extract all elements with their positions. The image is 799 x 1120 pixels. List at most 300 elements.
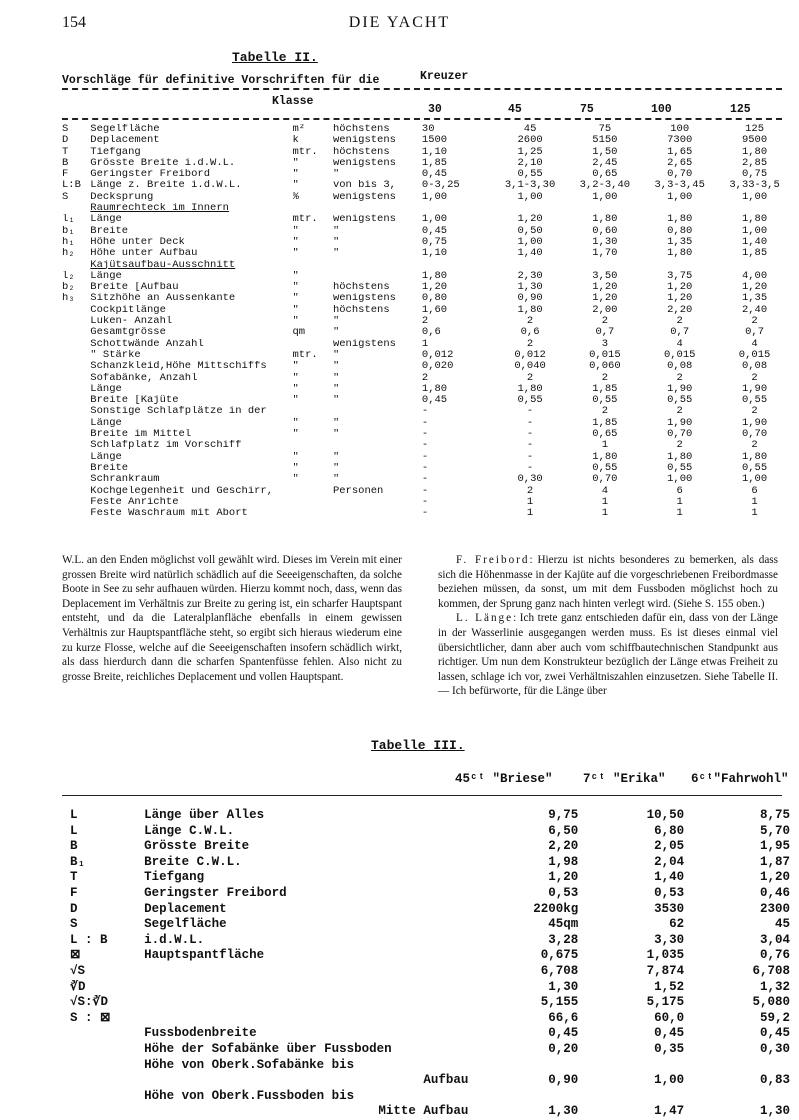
table3	[70, 808, 790, 1120]
row-symbol	[70, 1058, 144, 1074]
table-cell: 2	[676, 372, 683, 384]
table-cell: 0,6	[421, 327, 441, 339]
table-cell: 0,55	[592, 395, 618, 407]
row-label: Grösste Breite i.d.W.L.	[90, 157, 236, 169]
table-row	[70, 917, 790, 933]
table-cell: 6,708	[540, 963, 579, 978]
table2-class-header: 30	[428, 103, 442, 116]
row-condition: "	[332, 236, 340, 248]
table-cell: 1,20	[592, 282, 618, 294]
table-cell: 2	[421, 316, 429, 328]
row-condition: wenigstens	[332, 157, 396, 169]
row-symbol: ∛D	[70, 979, 86, 994]
table-cell: 2,05	[654, 839, 685, 854]
table-cell: 3,33-3,5	[729, 180, 780, 192]
row-condition: "	[332, 349, 340, 361]
table-cell: 0,30	[759, 1041, 790, 1056]
table-cell: 1	[601, 496, 609, 508]
row-unit: "	[292, 248, 299, 260]
table-cell: -	[526, 462, 534, 474]
table-cell: 1,40	[654, 870, 685, 885]
table-cell: 0,675	[540, 948, 579, 963]
row-label: Sonstige Schlafplätze in der	[90, 406, 267, 418]
table-row	[70, 1058, 790, 1074]
row-label: Länge über Alles	[144, 808, 265, 822]
row-unit: "	[292, 293, 299, 305]
table-cell: 3,1-3,30	[504, 180, 556, 192]
table-cell: 2	[601, 316, 609, 328]
row-symbol	[62, 203, 90, 214]
table-cell: 2,40	[741, 304, 768, 316]
row-symbol	[62, 474, 90, 485]
table-cell: 0,70	[592, 474, 618, 486]
row-symbol	[62, 395, 90, 406]
table-cell: 2,04	[654, 854, 685, 869]
row-unit: "	[292, 474, 299, 486]
row-unit: "	[292, 429, 299, 441]
row-label: Schlafplatz im Vorschiff	[90, 440, 242, 452]
table-cell: 2,30	[517, 270, 543, 282]
table-cell: -	[421, 406, 429, 418]
prose-right-column	[438, 553, 778, 699]
table2-class-header: 45	[508, 103, 522, 116]
table-row	[62, 327, 792, 338]
row-symbol: L : B	[70, 932, 108, 947]
table-cell: 1,00	[421, 191, 448, 203]
row-symbol: L:B	[62, 180, 81, 192]
row-symbol	[70, 1026, 144, 1042]
table-cell: -	[421, 440, 429, 452]
table-cell: 2,45	[592, 157, 618, 169]
table3-column-header: 6ᶜᵗ"Fahrwohl"	[691, 772, 789, 786]
row-condition	[333, 497, 422, 508]
table-cell: 30	[421, 124, 435, 135]
table-cell: 0,015	[738, 349, 771, 361]
table-cell: 1,10	[421, 248, 448, 260]
row-symbol	[62, 508, 90, 519]
table-cell: 5,155	[540, 995, 579, 1010]
table-cell: 1	[751, 496, 758, 508]
table-cell	[493, 260, 568, 271]
row-label: Mitte Aufbau	[378, 1104, 469, 1119]
row-unit	[293, 486, 333, 497]
table-cell: 6,80	[654, 823, 685, 838]
row-unit: qm	[292, 327, 306, 339]
row-label: Aufbau	[423, 1073, 469, 1088]
table-cell: 0,75	[741, 169, 768, 181]
row-condition: "	[332, 474, 340, 486]
table-row	[70, 870, 790, 886]
table-cell: 1,20	[421, 282, 448, 294]
row-label: Grösste Breite	[144, 839, 250, 854]
table-cell: 0,45	[421, 169, 448, 181]
row-symbol: √S:∛D	[70, 995, 108, 1010]
page-number: 154	[62, 14, 86, 31]
row-label: Segelfläche	[90, 124, 160, 135]
row-unit	[293, 440, 333, 451]
table-cell: 5,175	[646, 995, 685, 1010]
table-cell: 0,70	[667, 429, 693, 441]
row-label: Tiefgang	[90, 146, 141, 158]
table-cell: 1,30	[548, 1104, 579, 1119]
table-row	[62, 271, 792, 282]
table-cell: -	[526, 440, 534, 452]
table-cell: 1,90	[741, 417, 768, 429]
table-row	[62, 260, 792, 271]
row-unit: "	[292, 395, 299, 407]
table-cell: 1,20	[592, 293, 618, 305]
table-cell: 1,47	[654, 1104, 685, 1119]
table-row	[62, 180, 792, 191]
row-unit: "	[292, 282, 299, 294]
table-cell: 5150	[592, 135, 618, 147]
table-cell: 0,015	[663, 349, 696, 361]
row-symbol	[62, 327, 90, 338]
row-condition: "	[332, 327, 340, 339]
row-label: Höhe von Oberk.Sofabänke bis	[144, 1057, 355, 1072]
row-label: " Stärke	[90, 349, 141, 361]
table-cell: 2,00	[592, 304, 618, 316]
table-cell: 9,75	[548, 808, 579, 822]
row-unit: mtr.	[292, 146, 318, 158]
table-cell: 0,7	[745, 327, 764, 339]
table-cell: 0,55	[741, 462, 768, 474]
row-label: Schottwände Anzahl	[90, 338, 204, 350]
row-label: Länge	[90, 214, 122, 226]
table-cell: 0,45	[421, 225, 448, 237]
table-cell: 0,75	[421, 236, 448, 248]
row-label: Länge	[90, 270, 122, 282]
table-cell: 75	[598, 124, 612, 135]
row-condition: "	[332, 169, 340, 181]
table-row	[62, 124, 792, 135]
row-label: i.d.W.L.	[144, 932, 205, 947]
row-symbol: B₁	[70, 854, 86, 869]
table-cell: 45	[523, 124, 537, 135]
table-cell: 2	[751, 316, 758, 328]
table-cell: 66,6	[548, 1010, 579, 1025]
table-cell: 1	[526, 508, 534, 520]
row-condition: "	[332, 429, 340, 441]
row-symbol	[70, 1042, 144, 1058]
table-cell: 1,32	[759, 979, 790, 994]
table-cell: 0,6	[520, 327, 540, 339]
table-cell: 3	[601, 338, 609, 350]
table-cell: 1,35	[741, 293, 768, 305]
table-cell: 1,00	[667, 191, 693, 203]
table-cell	[642, 203, 717, 214]
table-row	[70, 1042, 790, 1058]
row-condition: "	[332, 395, 340, 407]
row-unit	[293, 260, 333, 271]
row-symbol: l₂	[62, 270, 75, 282]
row-symbol: D	[62, 135, 69, 147]
table-cell: 0,70	[667, 169, 693, 181]
row-unit	[293, 497, 333, 508]
paragraph-term: L. Länge	[456, 612, 514, 625]
table-cell: 3,50	[592, 270, 618, 282]
table-cell: 1,30	[517, 282, 543, 294]
table-cell: 0,55	[517, 169, 543, 181]
table-row	[70, 855, 790, 871]
row-condition: "	[332, 462, 340, 474]
table-row	[62, 452, 792, 463]
table-cell: 0,45	[548, 1026, 579, 1041]
table-cell: 0,55	[517, 395, 543, 407]
running-title: DIE YACHT	[348, 14, 451, 31]
table-cell: -	[526, 406, 534, 418]
row-condition: "	[332, 372, 340, 384]
table-cell: 2600	[517, 135, 543, 147]
row-unit: k	[292, 135, 299, 147]
table-cell: 1,80	[517, 383, 543, 395]
table-cell: 0,80	[667, 225, 693, 237]
row-condition: von bis 3,	[332, 180, 396, 192]
table-row	[62, 226, 792, 237]
table-cell: 6	[676, 485, 683, 497]
table-row	[62, 192, 792, 203]
row-label: Schrankraum	[90, 474, 160, 486]
table-cell: 1,35	[667, 236, 693, 248]
row-condition: "	[332, 316, 340, 328]
row-unit	[293, 339, 333, 350]
row-symbol	[62, 418, 90, 429]
row-condition	[333, 203, 422, 214]
row-symbol	[62, 497, 90, 508]
table-cell: 1,80	[741, 146, 768, 158]
table-cell: 0,20	[548, 1041, 579, 1056]
table-cell: 60,0	[654, 1010, 685, 1025]
table-cell: 0,45	[759, 1026, 790, 1041]
row-condition	[333, 508, 422, 519]
row-unit: "	[292, 462, 299, 474]
row-condition: wenigstens	[332, 135, 396, 147]
table-cell: 3,75	[667, 270, 693, 282]
table-cell: 1,90	[741, 383, 768, 395]
table-cell: 100	[670, 124, 690, 135]
row-condition: "	[332, 417, 340, 429]
table-row	[62, 135, 792, 146]
row-condition: wenigstens	[332, 214, 396, 226]
table-cell: 0,55	[592, 462, 618, 474]
table-cell: 6,708	[752, 963, 790, 978]
table-row	[70, 1011, 790, 1027]
row-label: Höhe von Oberk.Fussboden bis	[144, 1088, 355, 1103]
table-row	[62, 418, 792, 429]
table-row	[70, 839, 790, 855]
row-unit: "	[292, 372, 299, 384]
row-label: Geringster Freibord	[90, 169, 211, 181]
table-cell	[578, 1089, 684, 1105]
table-cell	[422, 260, 493, 271]
row-label: Decksprung	[90, 191, 154, 203]
row-symbol: h₂	[62, 248, 75, 260]
row-condition: "	[332, 451, 340, 463]
table-cell: 1,035	[646, 948, 685, 963]
row-label: Schanzkleid,Höhe Mittschiffs	[90, 361, 267, 373]
row-label	[144, 964, 472, 980]
table-cell: 9500	[741, 135, 768, 147]
row-label: Höhe der Sofabänke über Fussboden	[144, 1041, 392, 1056]
table-cell: 1	[676, 508, 683, 520]
table-cell: 1,70	[592, 248, 618, 260]
table-cell	[578, 1058, 684, 1074]
row-symbol	[70, 1089, 144, 1105]
table-cell: 1,00	[421, 214, 448, 226]
table-cell: -	[526, 429, 534, 441]
table-cell: 1,30	[592, 236, 618, 248]
table-cell: 3,2-3,40	[579, 180, 631, 192]
table-cell: 1,30	[759, 1104, 790, 1119]
row-label: Gesamtgrösse	[90, 327, 166, 339]
table-cell: 1,20	[667, 293, 693, 305]
table-row	[62, 203, 792, 214]
table-cell: 3,3-3,45	[654, 180, 705, 192]
table-row	[62, 316, 792, 327]
prose-paragraph	[438, 611, 778, 699]
row-symbol: L	[70, 808, 78, 822]
table-cell: 2	[676, 316, 683, 328]
row-unit: "	[292, 180, 299, 192]
row-symbol	[62, 316, 90, 327]
row-symbol: h₁	[62, 236, 75, 248]
table-cell: 1,80	[667, 451, 693, 463]
table-cell: 2	[526, 485, 534, 497]
table-cell: 1,20	[741, 282, 768, 294]
table-cell: 2	[751, 372, 758, 384]
row-symbol: F	[70, 885, 78, 900]
table-row	[62, 169, 792, 180]
table-row	[70, 933, 790, 949]
table-row	[62, 373, 792, 384]
table-cell: 1,80	[421, 383, 448, 395]
table-cell: 2	[601, 406, 609, 418]
table-row	[70, 964, 790, 980]
row-label: Feste Waschraum mit Abort	[90, 508, 248, 520]
table2-class-header: 75	[580, 103, 594, 116]
row-label: Deplacement	[144, 901, 227, 916]
row-unit: "	[292, 236, 299, 248]
row-unit: mtr.	[292, 349, 318, 361]
table-cell: -	[526, 451, 534, 463]
table-cell: 1,85	[741, 248, 768, 260]
table-cell: 1,20	[759, 870, 790, 885]
table-cell: 0,7	[595, 327, 615, 339]
table-cell: 1	[526, 496, 534, 508]
table-cell: 1,80	[667, 214, 693, 226]
table-cell	[567, 260, 642, 271]
table-cell: 4,00	[741, 270, 768, 282]
table-cell: 2	[421, 372, 429, 384]
table-cell: 2	[676, 440, 683, 452]
table-cell: 1,80	[592, 451, 618, 463]
table-cell: 2	[526, 372, 534, 384]
table-cell: 1,65	[667, 146, 693, 158]
table-row	[62, 486, 792, 497]
table-row	[62, 384, 792, 395]
row-unit	[293, 508, 333, 519]
table-cell: 0,55	[667, 395, 693, 407]
table-cell: 2200kg	[533, 901, 579, 916]
table-row	[62, 350, 792, 361]
table-row	[70, 902, 790, 918]
row-label: Breite C.W.L.	[144, 854, 242, 869]
table-cell: -	[421, 474, 429, 486]
table-cell	[684, 1089, 790, 1105]
paragraph-term: F. Freibord	[456, 554, 530, 566]
row-label: Cockpitlänge	[90, 304, 166, 316]
row-symbol: S	[62, 124, 69, 135]
table-cell: 1,85	[592, 417, 618, 429]
table-cell: 2	[601, 372, 609, 384]
table-cell: 0,60	[592, 225, 618, 237]
table2	[62, 124, 792, 519]
table-cell: -	[421, 485, 429, 497]
table-cell: 1,90	[667, 417, 693, 429]
table-cell: 1,90	[667, 383, 693, 395]
row-condition	[333, 440, 422, 451]
table-cell: 0,55	[667, 462, 693, 474]
row-symbol: D	[70, 901, 78, 916]
row-unit: "	[292, 361, 299, 373]
table-cell: 1,20	[517, 214, 543, 226]
table-cell: 1	[601, 440, 609, 452]
table-cell: 1	[601, 508, 609, 520]
row-label: Segelfläche	[144, 917, 227, 932]
row-label: Geringster Freibord	[144, 885, 287, 900]
row-unit: "	[292, 225, 299, 237]
table-row	[62, 293, 792, 304]
table-cell: 59,2	[759, 1010, 790, 1025]
table-row	[62, 305, 792, 316]
table-cell: 0-3,25	[421, 180, 460, 192]
row-symbol	[62, 260, 90, 271]
row-label: Höhe unter Deck	[90, 236, 185, 248]
table-cell: 0,012	[421, 349, 454, 361]
table-cell: 1,00	[654, 1073, 685, 1088]
table-cell: 125	[745, 124, 764, 135]
table-row	[70, 948, 790, 964]
table-cell: 2,85	[741, 157, 768, 169]
table-cell: -	[526, 417, 534, 429]
table-cell: 1,40	[741, 236, 768, 248]
table-cell: 0,45	[421, 395, 448, 407]
row-symbol	[62, 429, 90, 440]
row-symbol: b₂	[62, 282, 75, 294]
table-row	[70, 886, 790, 902]
table-cell	[472, 1058, 578, 1074]
row-unit: "	[292, 157, 299, 169]
table-row	[70, 824, 790, 840]
row-label: Fussbodenbreite	[144, 1026, 257, 1041]
row-symbol	[62, 384, 90, 395]
table-cell: 1,00	[667, 474, 693, 486]
row-label: Länge	[90, 451, 122, 463]
table-cell: 10,50	[646, 808, 685, 822]
row-unit: "	[292, 316, 299, 328]
table-cell: 3,30	[654, 932, 685, 947]
table-cell: 1	[676, 496, 683, 508]
table-cell: 0,015	[589, 349, 621, 361]
table-row	[70, 808, 790, 824]
table-cell: 2,10	[517, 157, 543, 169]
row-label: Kochgelegenheit und Geschirr,	[90, 485, 274, 497]
row-label: Luken- Anzahl	[90, 316, 173, 328]
row-condition: "	[332, 383, 340, 395]
table-cell: 1,00	[517, 236, 543, 248]
table-cell: 0,060	[589, 361, 621, 373]
row-unit	[293, 406, 333, 417]
